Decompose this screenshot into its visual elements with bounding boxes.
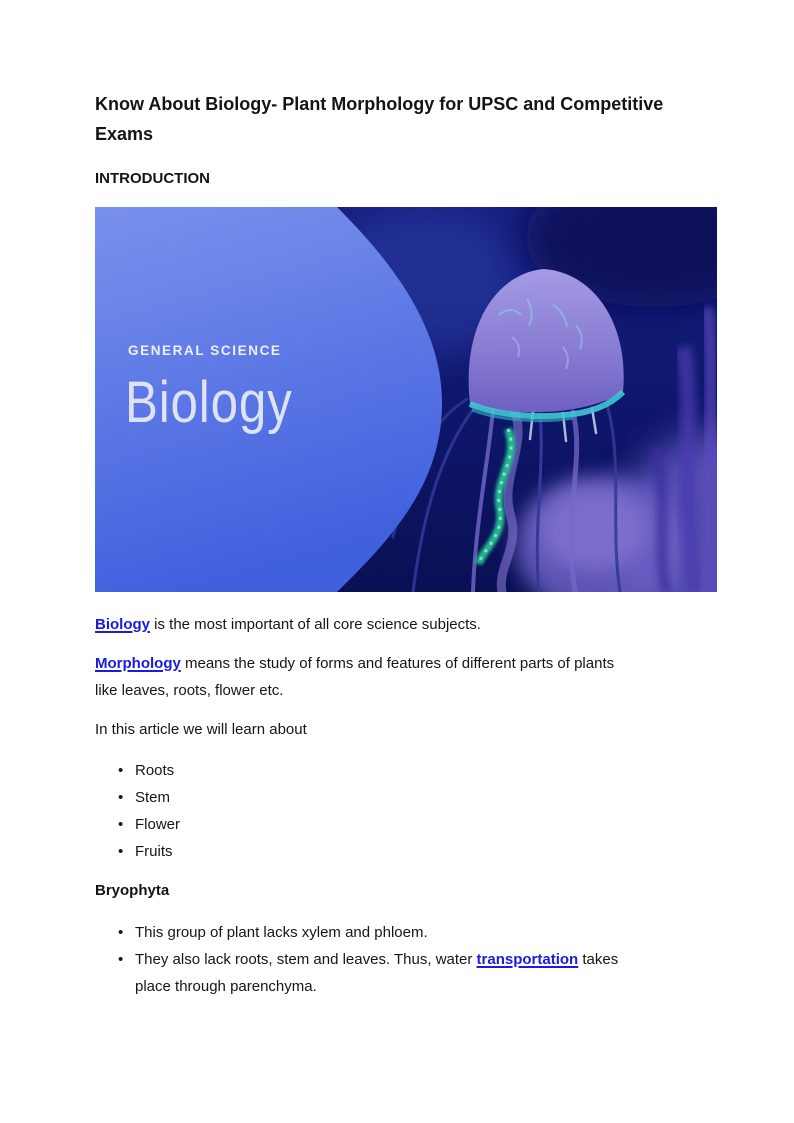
bullet-icon: • (118, 951, 124, 968)
bullet-icon: • (118, 789, 124, 806)
transportation-link[interactable]: transportation (476, 951, 579, 968)
list-item-text: Roots (135, 762, 175, 779)
morphology-link[interactable]: Morphology (95, 655, 181, 672)
list-item-text-line2: place through parenchyma. (135, 978, 317, 995)
paragraph-learn-about: In this article we will learn about (95, 721, 307, 738)
list-item-text: This group of plant lacks xylem and phloem. (135, 924, 428, 941)
hero-kicker: GENERAL SCIENCE (128, 343, 282, 358)
section-heading-bryophyta: Bryophyta (95, 882, 170, 899)
topics-list (95, 757, 717, 865)
bullet-icon: • (118, 843, 124, 860)
list-item-flower (95, 811, 717, 838)
list-item-fruits (95, 838, 717, 865)
document-title-line1: Know About Biology- Plant Morphology for UPSC and Competitive (95, 94, 664, 114)
paragraph-morphology (95, 650, 717, 704)
list-item-text-pre: They also lack roots, stem and leaves. Thus, water (135, 951, 477, 968)
intro-heading: INTRODUCTION (95, 170, 210, 187)
biology-link[interactable]: Biology (95, 616, 150, 633)
list-item-xylem-phloem (95, 919, 717, 946)
hero-image (95, 207, 717, 592)
bryophyta-list (95, 919, 717, 1000)
paragraph-morphology-line1: means the study of forms and features of different parts of plants (180, 655, 615, 672)
paragraph-biology (95, 611, 717, 638)
bullet-icon: • (118, 816, 124, 833)
hero-title: Biology (125, 370, 293, 435)
bullet-icon: • (118, 762, 124, 779)
list-item-text: Fruits (135, 843, 173, 860)
paragraph-biology-text: is the most important of all core science subjects. (150, 616, 481, 633)
bullet-icon: • (118, 924, 124, 941)
list-item-text: Flower (135, 816, 181, 833)
document-title-line2: Exams (95, 124, 154, 144)
list-item-stem (95, 784, 717, 811)
list-item-roots (95, 757, 717, 784)
paragraph-morphology-line2: like leaves, roots, flower etc. (95, 682, 284, 699)
list-item-text-post: takes (578, 951, 619, 968)
document-title (95, 89, 717, 149)
list-item-text: Stem (135, 789, 171, 806)
list-item-transportation (95, 946, 717, 1000)
